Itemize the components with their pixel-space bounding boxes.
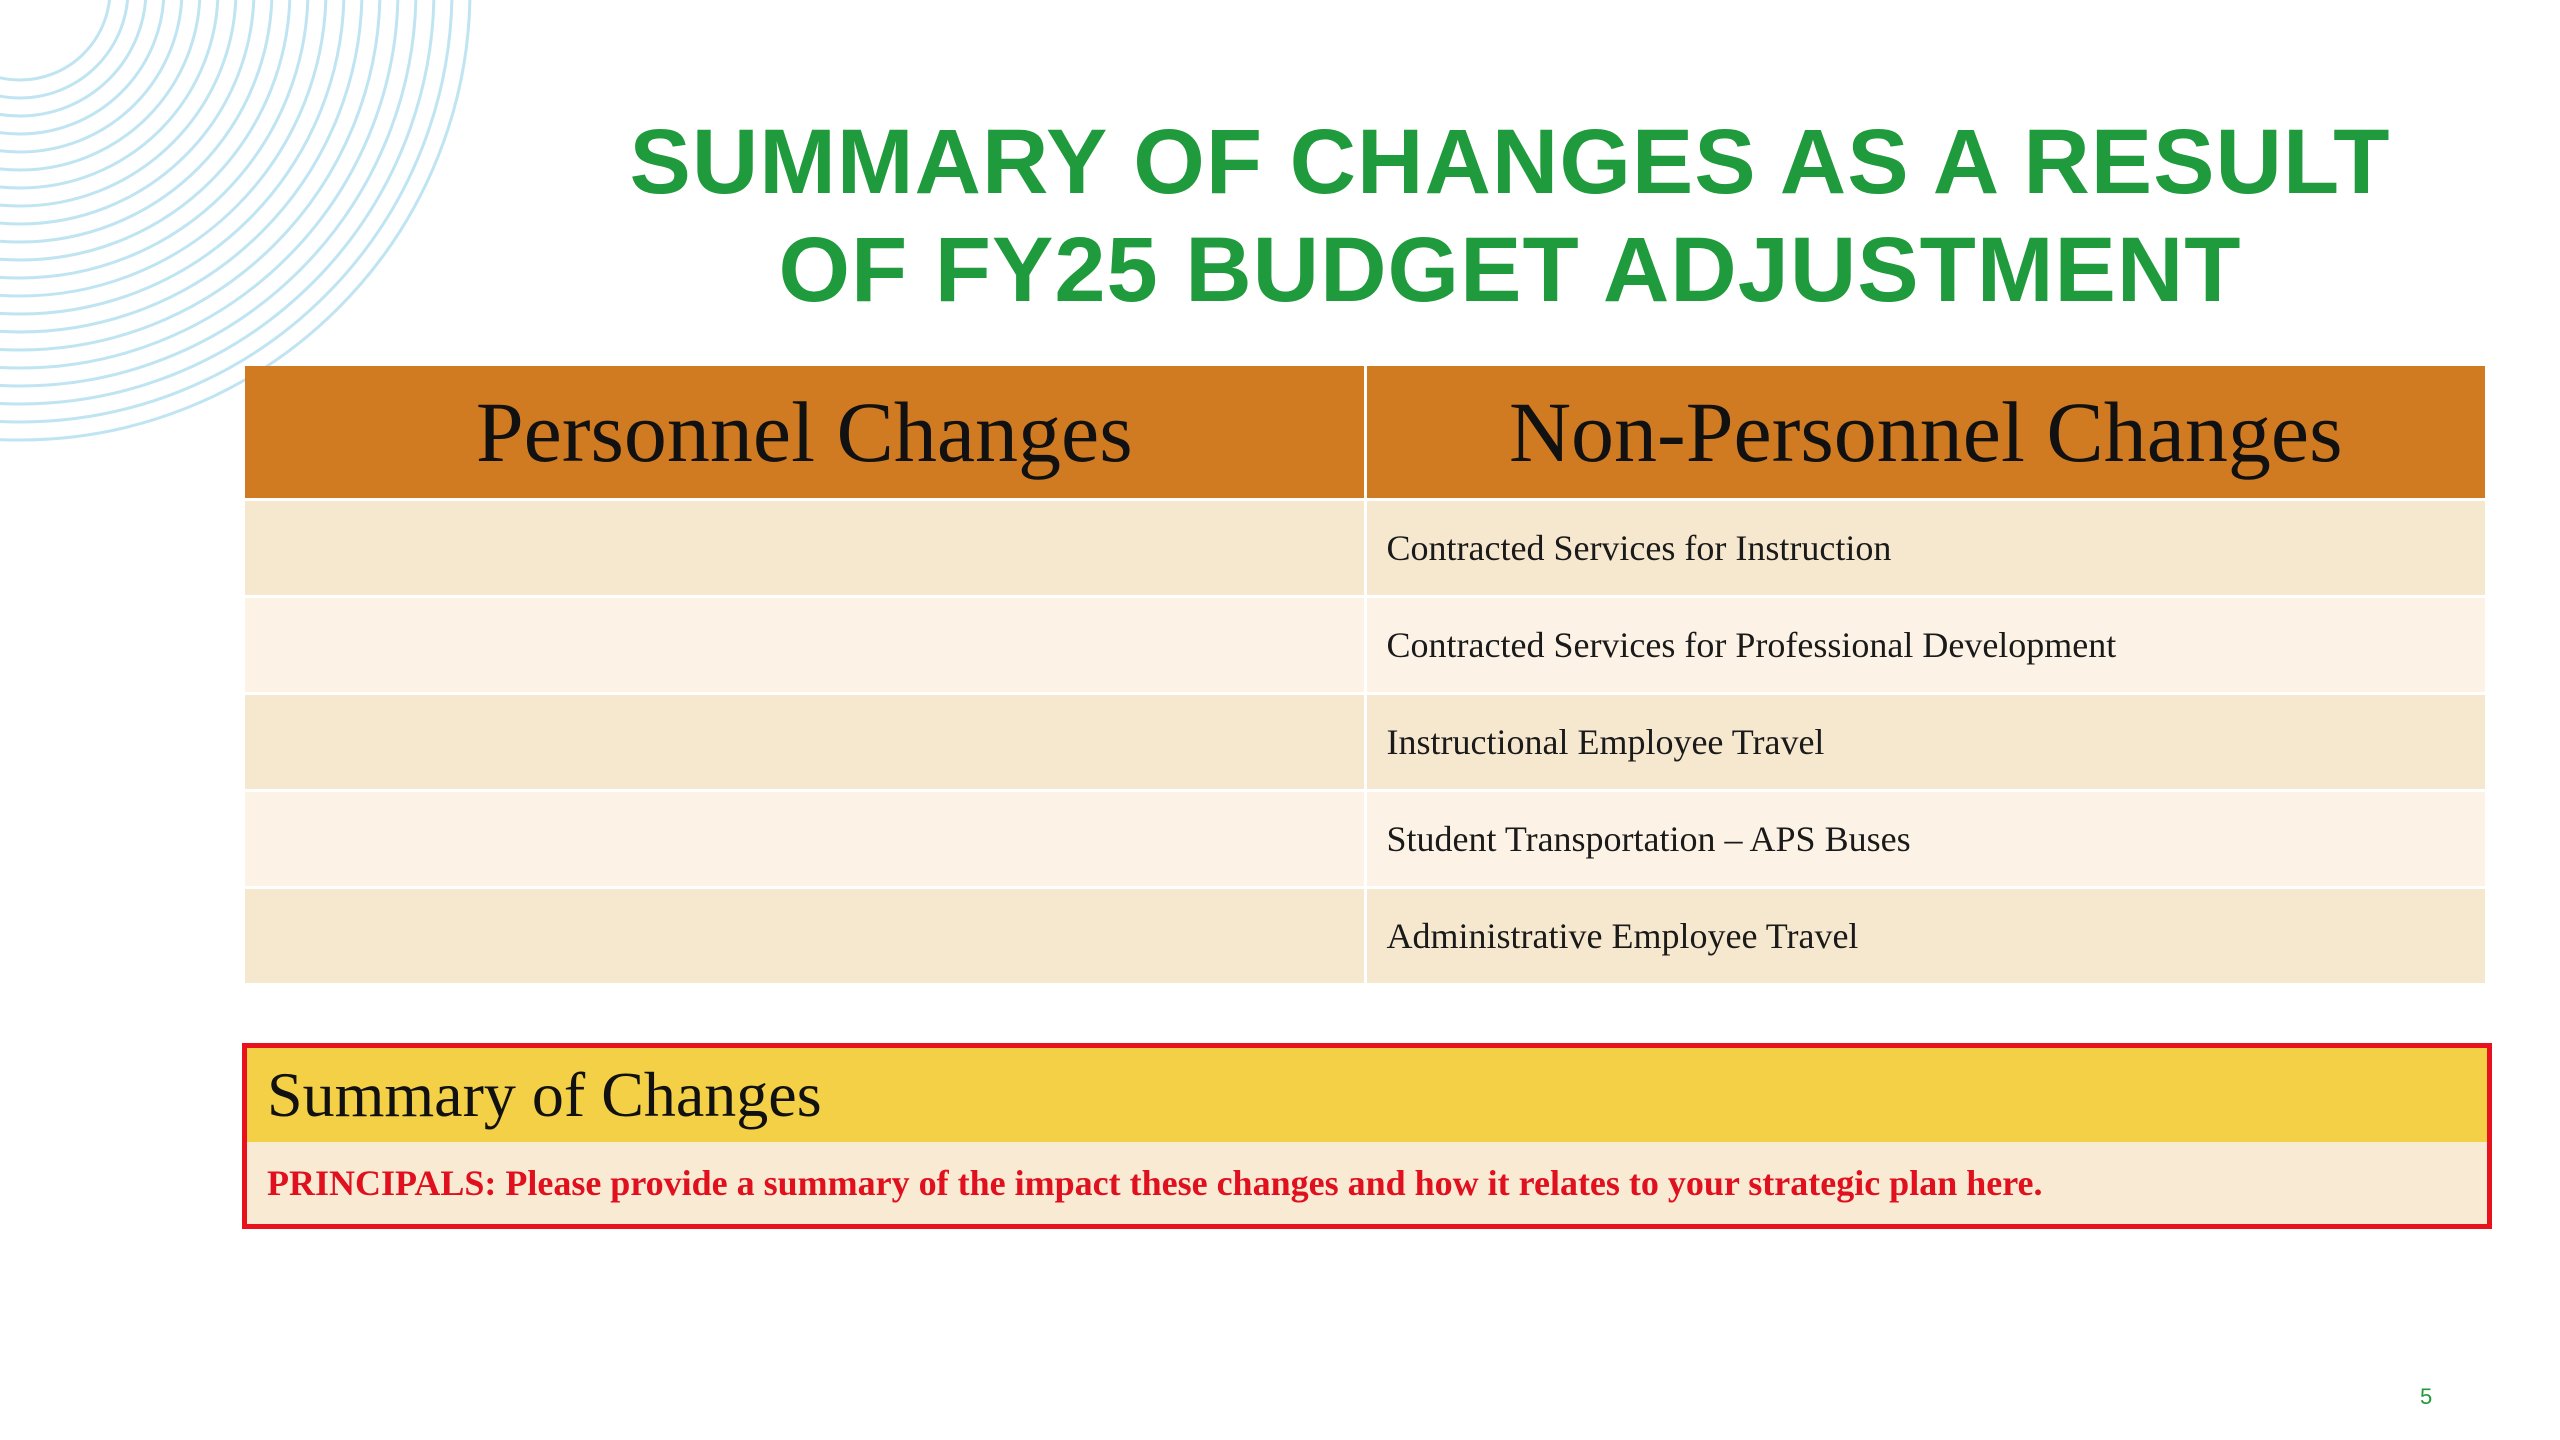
table-header-row (245, 366, 2485, 498)
table-row (245, 498, 2485, 595)
arc-ring (0, 0, 452, 422)
arc-ring (0, 0, 182, 152)
personnel-cell (245, 692, 1364, 789)
arc-ring (0, 0, 218, 188)
table-row (245, 886, 2485, 983)
personnel-cell (245, 595, 1364, 692)
changes-table (245, 366, 2485, 983)
non-personnel-cell: Instructional Employee Travel (1364, 692, 2486, 789)
arc-ring (0, 0, 236, 206)
table-row (245, 789, 2485, 886)
personnel-cell (245, 789, 1364, 886)
non-personnel-cell: Administrative Employee Travel (1364, 886, 2486, 983)
header-non-personnel-changes: Non-Personnel Changes (1364, 366, 2486, 498)
slide-title (500, 108, 2520, 324)
slide-title-line-2: OF FY25 BUDGET ADJUSTMENT (778, 219, 2242, 321)
slide-title-line-1: SUMMARY OF CHANGES AS A RESULT (629, 111, 2391, 213)
non-personnel-cell: Contracted Services for Professional Development (1364, 595, 2486, 692)
table-row (245, 595, 2485, 692)
non-personnel-cell: Student Transportation – APS Buses (1364, 789, 2486, 886)
summary-box (242, 1043, 2492, 1229)
summary-prompt: PRINCIPALS: Please provide a summary of the impact these changes and how it relates to your strategic plan here. (267, 1163, 2043, 1203)
header-personnel-changes: Personnel Changes (245, 366, 1364, 498)
arc-ring (0, 0, 164, 134)
personnel-cell (245, 886, 1364, 983)
arc-ring (0, 0, 128, 98)
table-row (245, 692, 2485, 789)
page-number: 5 (2420, 1384, 2433, 1409)
personnel-cell (245, 498, 1364, 595)
summary-heading: Summary of Changes (247, 1048, 2487, 1142)
non-personnel-cell: Contracted Services for Instruction (1364, 498, 2486, 595)
